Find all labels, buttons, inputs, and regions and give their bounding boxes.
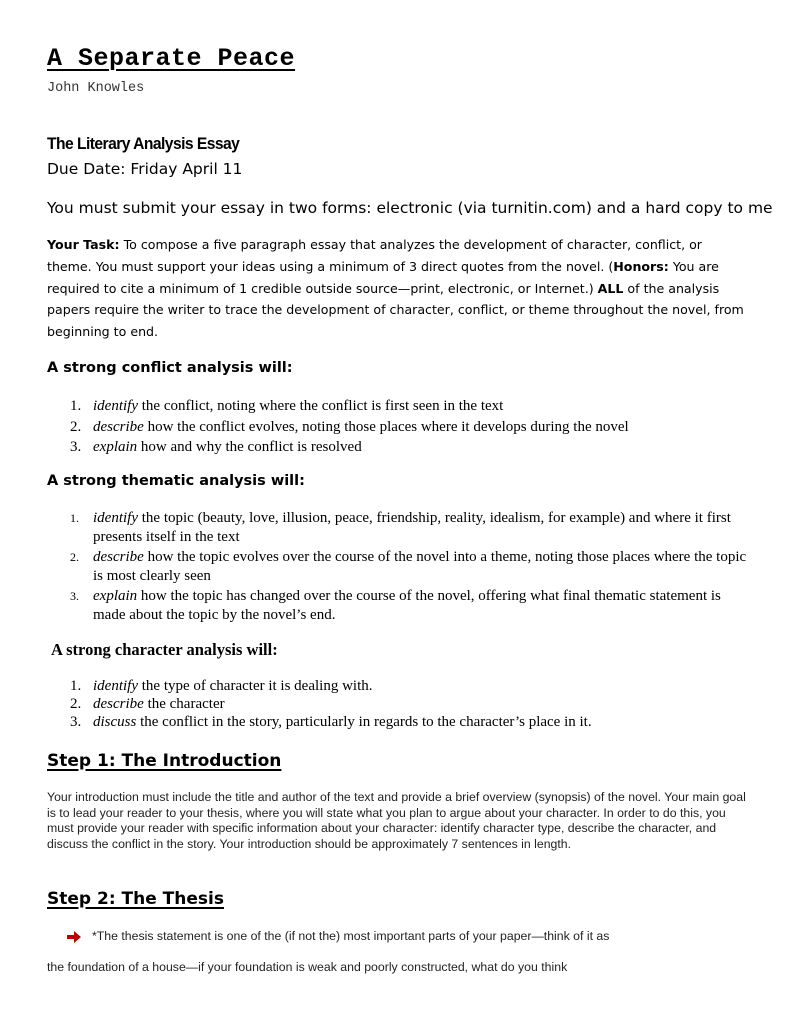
list-item [47,677,747,695]
list-verb: explain [93,439,138,455]
all-label: ALL [597,280,624,296]
list-verb: identify [93,678,138,694]
list-item [47,713,747,731]
due-date: Due Date: Friday April 11 [47,160,243,178]
list-number: 2. [70,696,82,712]
list-text: the conflict, noting where the conflict is first seen in the text [138,398,504,414]
submission-instructions: You must submit your essay in two forms: electronic (via turnitin.com) and a hard copy to me [47,199,773,217]
list-item [47,548,747,585]
list-text: the type of character it is dealing with. [138,678,373,694]
list-text: how the topic has changed over the course of the novel, offering what final thematic statement is made about the topic by the novel’s end. [93,588,721,623]
step1-heading: Step 1: The Introduction [47,751,282,771]
conflict-list [47,396,747,458]
list-verb: identify [93,510,138,526]
list-verb: identify [93,398,138,414]
list-number: 2. [70,418,82,435]
red-arrow-icon [67,931,81,943]
task-text-3: of the analysis papers require the writer to trace the development of character, conflict, or theme throughout the novel, from beginning to end. [47,280,744,340]
document-title: A Separate Peace [47,44,296,73]
conflict-heading: A strong conflict analysis will: [47,360,293,376]
list-number: 3. [70,714,82,730]
author-name: John Knowles [47,81,145,96]
list-item [47,509,747,546]
list-text: the character [143,696,225,712]
list-text: the topic (beauty, love, illusion, peace, friendship, reality, idealism, for example) and where it first presents itself in the text [93,510,731,545]
list-item [47,695,747,713]
step2-heading: Step 2: The Thesis [47,889,224,909]
list-item [47,437,747,458]
list-text: how the conflict evolves, noting those places where it develops during the novel [143,418,629,435]
task-text-1: To compose a five paragraph essay that analyzes the development of character, conflict, or theme. You must support your ideas using a minimum of 3 direct quotes from the novel. ( [47,237,702,274]
character-heading: A strong character analysis will: [51,640,278,659]
introduction-paragraph: Your introduction must include the title and author of the text and provide a brief overview (synopsis) of the novel. Your main goal is to lead your reader to your thesis, where you will state what you plan to argue about your character. In order to do this, you must provide your reader with specific information about your character: identify character type, describe the character, and discuss the conflict in the story. Your introduction should be approximately 7 sentences in length. [47,790,746,852]
list-verb: describe [93,418,144,435]
list-number: 1. [70,511,79,525]
thematic-heading: A strong thematic analysis will: [47,473,305,489]
list-item [47,417,747,438]
list-number: 1. [70,398,82,414]
list-number: 1. [70,678,82,694]
task-paragraph [47,234,747,343]
assignment-title: The Literary Analysis Essay [47,134,240,153]
list-item [47,587,747,624]
list-text: how the topic evolves over the course of the novel into a theme, noting those places where the topic is most clearly seen [93,549,747,584]
character-list [47,677,747,731]
thematic-list [47,509,747,626]
thesis-bullet [69,929,609,943]
honors-label: Honors: [613,258,669,274]
list-text: the conflict in the story, particularly in regards to the character’s place in it. [136,714,592,730]
task-text-2: You are required to cite a minimum of 1 credible outside source—print, electronic, or Internet.) [47,258,719,296]
thesis-continuation: the foundation of a house—if your foundation is weak and poorly constructed, what do you think [47,960,568,974]
list-number: 3. [70,439,82,455]
list-verb: describe [93,549,144,565]
thesis-bullet-text: *The thesis statement is one of the (if not the) most important parts of your paper—think of it as [92,929,610,943]
task-label: Your Task: [47,237,120,252]
list-verb: describe [93,696,144,712]
list-item [47,396,747,417]
list-number: 2. [70,550,79,564]
list-verb: discuss [93,714,137,730]
list-text: how and why the conflict is resolved [137,439,362,455]
list-number: 3. [70,589,79,603]
list-verb: explain [93,588,138,604]
